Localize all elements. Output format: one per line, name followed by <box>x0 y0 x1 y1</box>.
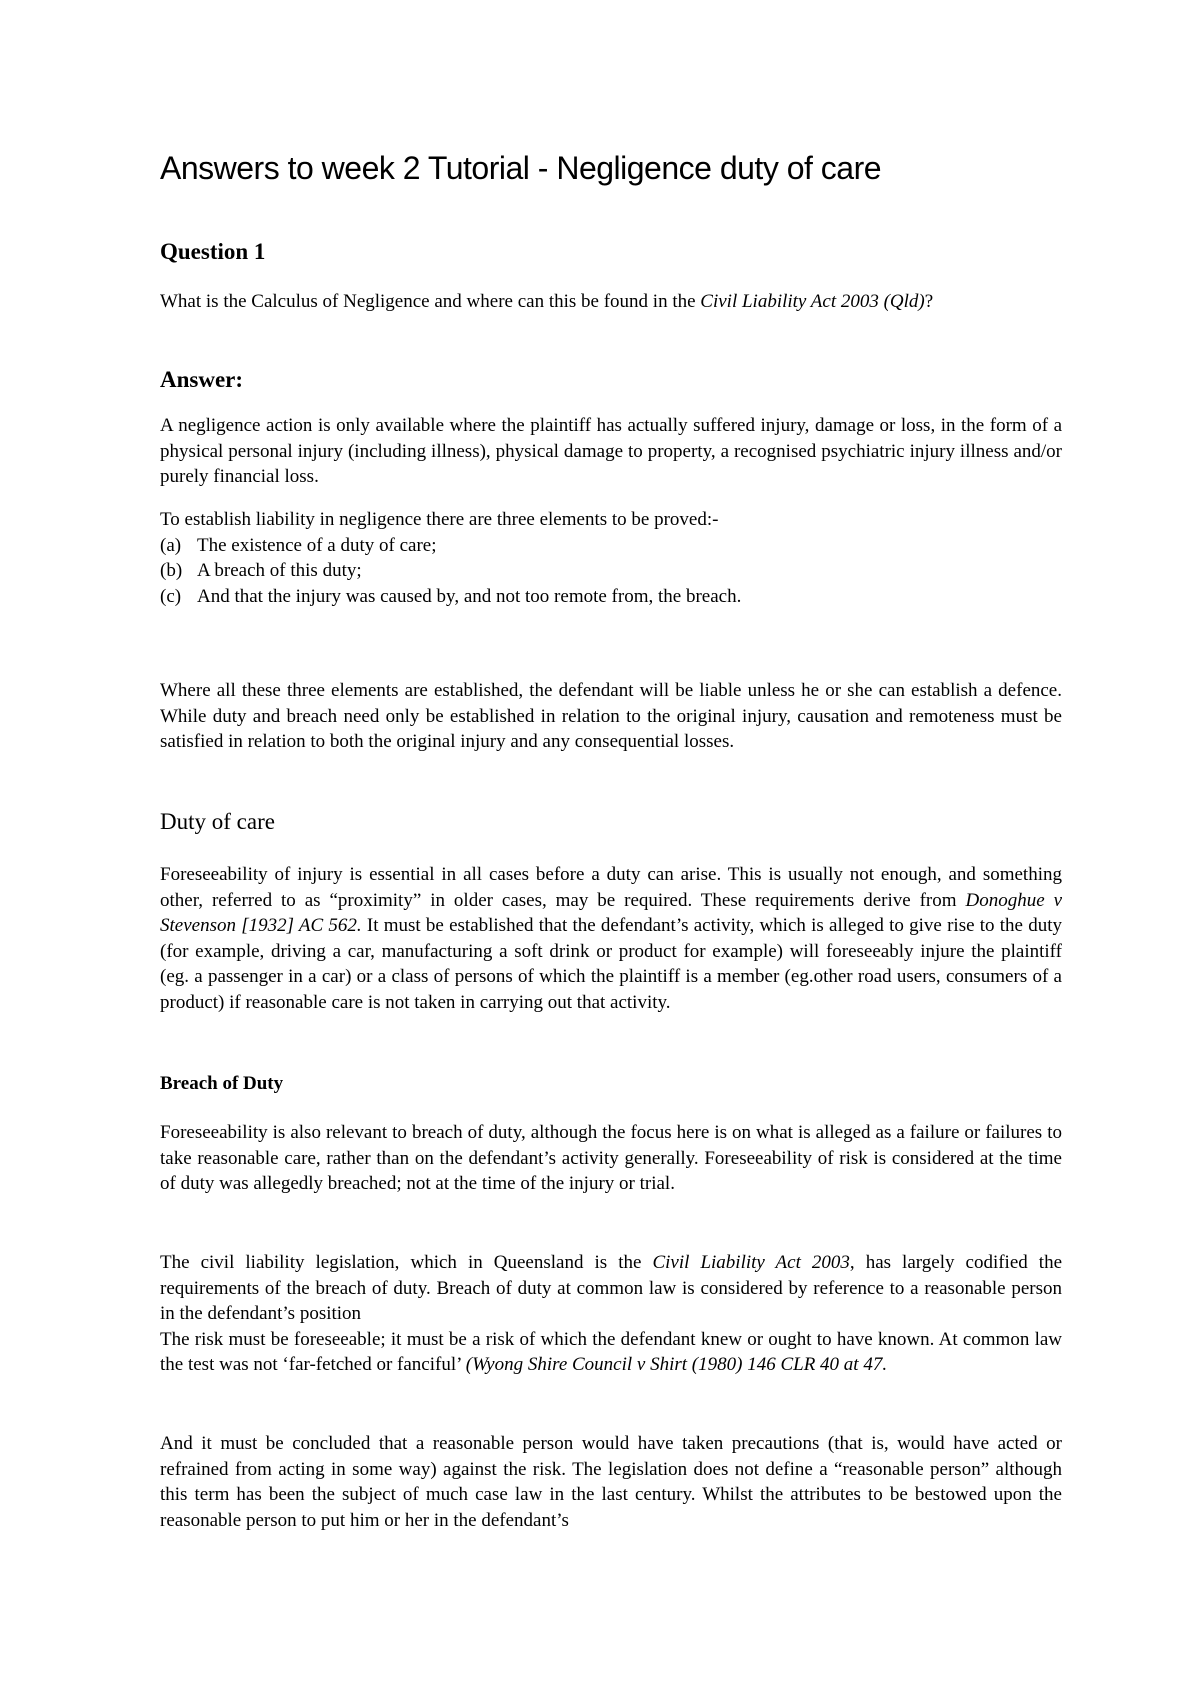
breach-paragraph-2 <box>160 1250 1062 1378</box>
question-1-act-title: Civil Liability Act 2003 (Qld) <box>700 291 925 312</box>
breach-p2-before: The civil liability legislation, which in Queensland is the <box>160 1252 653 1273</box>
breach-p2-case-citation: (Wyong Shire Council v Shirt (1980) 146 CLR 40 at 47. <box>465 1354 888 1375</box>
question-1-text-after: ? <box>924 291 934 312</box>
answer-paragraph-3: Where all these three elements are established, the defendant will be liable unless he or she can establish a defence. While duty and breach need only be established in relation to the original injury, causation and remoteness must be satisfied in relation to both the original injury and any consequential losses. <box>160 680 1062 752</box>
breach-paragraph-1: Foreseeability is also relevant to breach of duty, although the focus here is on what is alleged as a failure or failures to take reasonable care, rather than on the defendant’s activity generally. Foreseeability of risk is considered at the time of duty was allegedly breached; not at the time of the injury or trial. <box>160 1122 1062 1194</box>
question-1-heading: Question 1 <box>160 239 266 264</box>
elements-intro: To establish liability in negligence there are three elements to be proved:- <box>160 509 719 530</box>
duty-of-care-paragraph <box>160 862 1062 1015</box>
breach-paragraph-2-part-2 <box>160 1327 1062 1378</box>
element-marker: (b) <box>160 560 183 581</box>
duty-of-care-heading: Duty of care <box>160 809 275 834</box>
element-text: The existence of a duty of care; <box>197 534 437 556</box>
element-text: A breach of this duty; <box>197 560 362 581</box>
element-text: And that the injury was caused by, and not too remote from, the breach. <box>197 585 742 607</box>
breach-of-duty-heading: Breach of Duty <box>160 1073 284 1094</box>
answer-heading: Answer: <box>160 367 244 392</box>
answer-paragraph-1: A negligence action is only available where the plaintiff has actually suffered injury, damage or loss, in the form of a physical personal injury (including illness), physical damage to property, a recognised psychiatric injury illness and/or purely financial loss. <box>160 415 1062 487</box>
breach-paragraph-3: And it must be concluded that a reasonable person would have taken precautions (that is, would have acted or refrained from acting in some way) against the risk. The legislation does not define a “reasonable person” although this term has been the subject of much case law in the last century. Whilst the attributes to be bestowed upon the reasonable person to put him or her in the defendant’s <box>160 1433 1062 1531</box>
element-item-c <box>160 584 1062 610</box>
duty-case-citation: Donoghue v Stevenson [1932] AC 562. <box>160 889 1063 936</box>
document-title: Answers to week 2 Tutorial - Negligence duty of care <box>160 150 882 186</box>
element-marker: (a) <box>160 534 182 556</box>
question-1-text <box>160 289 1062 315</box>
breach-p2-act-title: Civil Liability Act 2003 <box>652 1252 850 1273</box>
breach-p2-line2-before: The risk must be foreseeable; it must be a risk of which the defendant knew or ought to have known. At common law the test was not ‘far-fetched or fanciful’ <box>160 1328 1062 1375</box>
elements-block <box>160 507 1062 609</box>
duty-text-before: Foreseeability of injury is essential in all cases before a duty can arise. This is usually not enough, and something other, referred to as “proximity” in older cases, may be required. These requirements derive from <box>160 864 1062 911</box>
question-1-text-before: What is the Calculus of Negligence and where can this be found in the <box>160 291 701 312</box>
element-marker: (c) <box>160 585 182 607</box>
duty-text-after: It must be established that the defendant’s activity, which is alleged to give rise to the duty (for example, driving a car, manufacturing a soft drink or product for example) will foreseeably injure the plaintiff (eg. a passenger in a car) or a class of persons of which the plaintiff is a member (eg.other road users, consumers of a product) if reasonable care is not taken in carrying out that activity. <box>160 915 1062 1013</box>
elements-list <box>160 533 1062 610</box>
element-item-b <box>160 558 1062 584</box>
breach-paragraph-2-part-1 <box>160 1250 1062 1327</box>
breach-p2-after: , has largely codified the requirements of the breach of duty. Breach of duty at common law is considered by reference to a reasonable person in the defendant’s position <box>160 1252 1063 1324</box>
element-item-a <box>160 533 1062 559</box>
